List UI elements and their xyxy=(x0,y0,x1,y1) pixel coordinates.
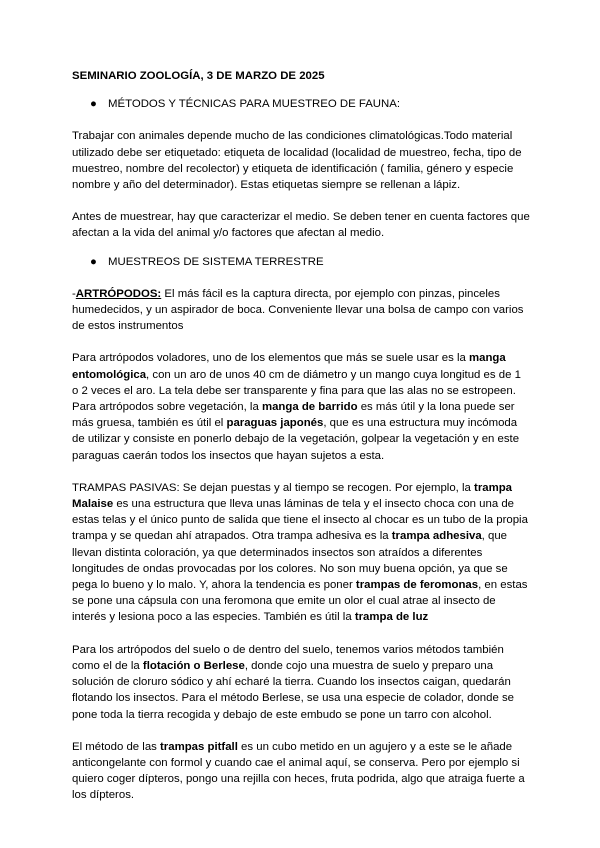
bold-term: manga entomológica xyxy=(72,352,506,381)
bullet-terrestrial xyxy=(72,254,530,270)
bold-term: trampa Malaise xyxy=(72,481,513,511)
text-run: , donde cojo una muestra de suelo y preparo una solución de cloruro sódico y ahí echaré la tierra. Cuando los insectos caigan, quedarán flotando los insectos. Para el método Berlese, se usa una especie de colador, donde se pone toda la tierra recogida y debajo de este embudo se pone un tarro con alcohol. xyxy=(72,659,514,721)
document-title: SEMINARIO ZOOLOGÍA, 3 DE MARZO DE 2025 xyxy=(72,70,325,82)
paragraph-passive-traps xyxy=(72,480,530,626)
bold-term: trampas pitfall xyxy=(160,740,238,753)
dash: - xyxy=(72,287,76,300)
text-run: , que llevan distinta coloración, ya que determinados insectos son atraídos a diferentes longitudes de ondas provocadas por los colores. No son muy buena opción, ya que se pega lo bueno y lo malo. Y, ahora la tendencia es poner xyxy=(72,530,508,592)
text-run: es un cubo metido en un agujero y a este se le añade anticongelante con formol y cuando cae el animal aquí, se conserva. Pero por ejemplo si quiero coger dípteros, pongo una rejilla con heces, fruta podrida, algo que atraiga fuerte a los dípteros. xyxy=(72,740,525,802)
bullet-text: MÉTODOS Y TÉCNICAS PARA MUESTREO DE FAUNA: xyxy=(108,98,400,111)
bold-term: trampa de luz xyxy=(354,611,429,624)
text-run: es una estructura que lleva unas láminas de tela y el insecto choca con una de estas telas y el único punto de salida que tiene el insecto al chocar es un tubo de la propia trampa y se quedan ahí atrapados. Otra trampa adhesiva es la xyxy=(72,498,528,543)
paragraph-arthropods xyxy=(72,286,530,335)
text-run: , que es una estructura muy incómoda de utilizar y consiste en ponerlo debajo de la vegetación, golpear la vegetación y en este paraguas caerán todos los insectos que hayan sujetos a esta. xyxy=(72,417,520,462)
text-run: TRAMPAS PASIVAS: Se dejan puestas y al tiempo se recogen. Por ejemplo, la xyxy=(72,481,475,494)
bullet-marker: ● xyxy=(90,98,97,111)
section-heading-arthropods: ARTRÓPODOS: xyxy=(75,287,162,300)
paragraph-pitfall xyxy=(72,739,530,804)
paragraph-soil-arthropods xyxy=(72,642,530,723)
bullet-marker: ● xyxy=(90,255,97,268)
text-run: , en estas se pone una cápsula con una feromona que emite un olor el cual atrae al insecto de interés y lesiona poco a las especies. También es útil la xyxy=(72,579,528,624)
text-run: es más útil y la lona puede ser más gruesa, también es útil el xyxy=(72,401,515,430)
bold-term: trampa adhesiva xyxy=(391,530,482,543)
bold-term: paraguas japonés xyxy=(226,417,324,430)
bold-term: manga de barrido xyxy=(261,401,358,414)
bold-term: flotación o Berlese xyxy=(142,659,245,672)
document-body xyxy=(72,68,530,804)
text-run: , con un aro de unos 40 cm de diámetro y un mango cuya longitud es de 1 o 2 veces el aro. La tela debe ser transparente y fina para que las alas no se estropeen. Para artrópodos sobre vegetación, la xyxy=(72,368,521,414)
text-run: Para los artrópodos del suelo o de dentro del suelo, tenemos varios métodos también como el de la xyxy=(72,643,504,672)
paragraph-characterize: Antes de muestrear, hay que caracterizar el medio. Se deben tener en cuenta factores que afectan a la vida del animal y/o factores que afectan al medio. xyxy=(72,211,530,240)
paragraph-labeling: Trabajar con animales depende mucho de las condiciones climatológicas.Todo material utilizado debe ser etiquetado: etiqueta de localidad (localidad de muestreo, fecha, tipo de muestreo, nombre del recolector) y etiqueta de identificación ( familia, género y especie nombre y año del determinador). Estas etiquetas siempre se rellenan a lápiz. xyxy=(72,130,522,192)
paragraph-text: El más fácil es la captura directa, por ejemplo con pinzas, pinceles humedecidos, y un aspirador de boca. Conveniente llevar una bolsa de campo con varios de estos instrumentos xyxy=(72,287,524,333)
text-run: El método de las xyxy=(72,740,161,753)
bullet-methods xyxy=(72,96,530,112)
paragraph-flying-arthropods xyxy=(72,350,530,463)
text-run: Para artrópodos voladores, uno de los elementos que más se suele usar es la xyxy=(72,352,470,365)
bullet-text: MUESTREOS DE SISTEMA TERRESTRE xyxy=(108,255,324,268)
bold-term: trampas de feromonas xyxy=(355,579,479,592)
